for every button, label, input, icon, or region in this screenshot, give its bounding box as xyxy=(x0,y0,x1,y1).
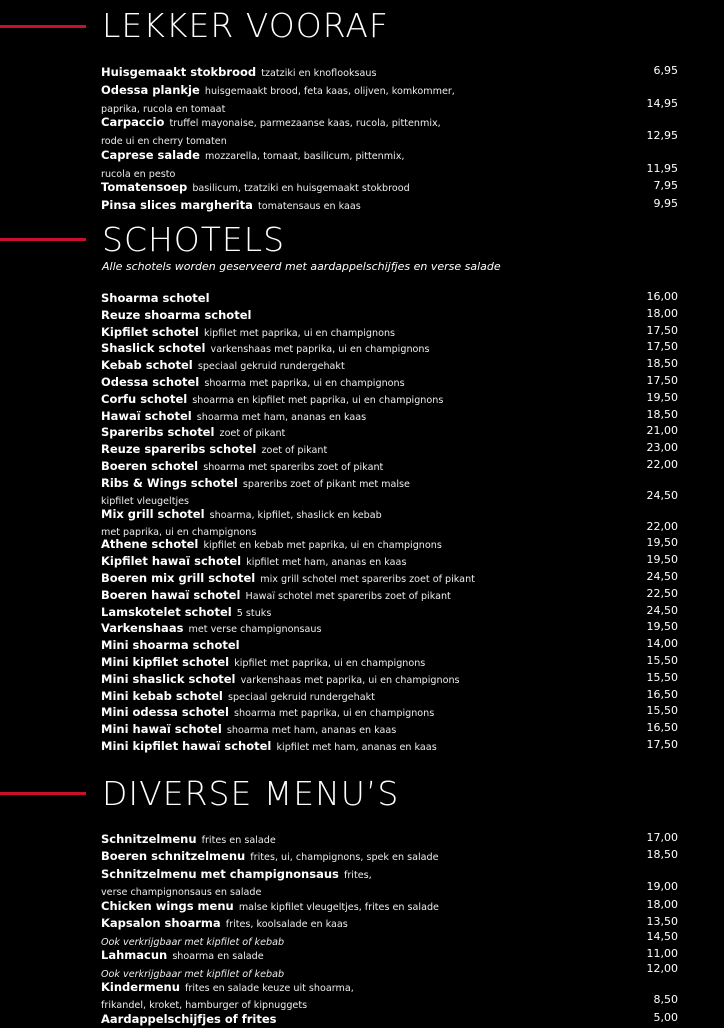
menu-item-text xyxy=(101,147,501,183)
menu-item-description-line2: frikandel, kroket, hamburger of kipnuggets xyxy=(101,1000,308,1012)
menu-item-name: Odessa plankje xyxy=(101,82,200,97)
menu-item-price: 18,00 xyxy=(646,306,678,320)
section-accent-bar xyxy=(0,25,86,28)
menu-item-price: 24,50 xyxy=(646,570,678,583)
menu-item-text xyxy=(101,408,501,425)
menu-item-description: shoarma met spareribs zoet of pikant xyxy=(203,462,384,473)
menu-item-name: Boeren schnitzelmenu xyxy=(101,849,246,864)
menu-item-description: mozzarella, tomaat, basilicum, pittenmix, xyxy=(204,150,405,162)
menu-item-text xyxy=(101,898,501,916)
menu-item-text xyxy=(101,475,501,509)
menu-item-name: Lahmacun xyxy=(101,948,168,962)
menu-item-name: Kindermenu xyxy=(101,979,180,994)
menu-item-text xyxy=(101,570,501,587)
menu-item-name: Kebab schotel xyxy=(101,358,193,373)
menu-item-name: Kipfilet hawaï schotel xyxy=(101,554,242,569)
menu-item-price: 12,95 xyxy=(646,129,678,143)
section-title-schotels: SCHOTELS xyxy=(102,220,286,259)
menu-item-text xyxy=(101,340,501,357)
menu-item-text xyxy=(101,458,501,475)
menu-item-description-line2: rode ui en cherry tomaten xyxy=(101,136,227,148)
menu-item xyxy=(0,179,724,197)
menu-item xyxy=(0,64,724,82)
menu-item-name: Caprese salade xyxy=(101,147,200,162)
menu-item-description: zoet of pikant xyxy=(261,445,328,457)
menu-item-name: Boeren schotel xyxy=(101,459,199,473)
menu-item-description-line2: kipfilet vleugeltjes xyxy=(101,495,190,507)
menu-item-description: kipfilet met paprika, ui en champignons xyxy=(203,327,396,339)
menu-item-description: shoarma met paprika, ui en champignons xyxy=(234,708,435,720)
menu-item-price: 11,00 xyxy=(646,947,678,960)
menu-item-description: huisgemaakt brood, feta kaas, olijven, komkommer, xyxy=(204,85,455,97)
menu-item-text xyxy=(101,587,501,604)
menu-item-description-line2: paprika, rucola en tomaat xyxy=(101,103,226,115)
menu-item-note-price: 12,00 xyxy=(646,961,678,975)
menu-item-text xyxy=(101,374,501,391)
menu-item xyxy=(0,424,724,441)
section-accent-bar xyxy=(0,238,86,241)
menu-item-name: Reuze spareribs schotel xyxy=(101,442,257,457)
menu-item xyxy=(0,391,724,408)
menu-item xyxy=(0,408,724,425)
menu-item-price: 13,50 xyxy=(646,915,678,929)
menu-item-name: Chicken wings menu xyxy=(101,898,234,913)
menu-item xyxy=(0,147,724,180)
menu-item-description: tomatensaus en kaas xyxy=(257,201,361,213)
menu-item-name: Varkenshaas xyxy=(101,621,184,636)
menu-item-name: Athene schotel xyxy=(101,537,199,552)
menu-item-text xyxy=(101,357,501,374)
menu-item-description: 5 stuks xyxy=(236,607,272,619)
menu-item-description: kipfilet met paprika, ui en champignons xyxy=(234,658,426,669)
menu-item-text xyxy=(101,688,501,705)
menu-item-text xyxy=(101,114,501,150)
section-subtitle-schotels: Alle schotels worden geserveerd met aardappelschijfjes en verse salade xyxy=(102,260,501,273)
menu-item-price: 19,50 xyxy=(646,620,678,634)
menu-item xyxy=(0,458,724,475)
menu-item-text xyxy=(101,866,501,901)
menu-item-name: Corfu schotel xyxy=(101,391,188,406)
menu-item-price: 18,50 xyxy=(646,848,678,862)
menu-item xyxy=(0,1011,724,1028)
menu-item-price: 15,50 xyxy=(646,670,678,684)
menu-item-price: 22,00 xyxy=(646,458,678,471)
menu-item-name: Boeren hawaï schotel xyxy=(101,587,241,602)
menu-item-description: truffel mayonaise, parmezaanse kaas, rucola, pittenmix, xyxy=(169,118,441,130)
menu-item-price: 18,00 xyxy=(646,897,678,911)
menu-item-price: 22,50 xyxy=(646,586,678,600)
menu-item xyxy=(0,848,724,865)
menu-item-text xyxy=(101,721,501,738)
menu-item-name: Odessa schotel xyxy=(101,375,200,389)
menu-item-text xyxy=(101,441,501,458)
menu-item-text xyxy=(101,553,501,570)
menu-item xyxy=(0,637,724,654)
menu-item xyxy=(0,475,724,506)
menu-item-name: Kapsalon shoarma xyxy=(101,916,221,931)
menu-item-description: Hawaï schotel met spareribs zoet of pikant xyxy=(245,590,451,602)
menu-item-description: shoarma, kipfilet, shaslick en kebab xyxy=(209,509,382,521)
menu-item-name: Mini hawaï schotel xyxy=(101,722,222,737)
menu-item-price: 6,95 xyxy=(653,64,678,77)
section-accent-bar xyxy=(0,792,86,795)
menu-item-description: mix grill schotel met spareribs zoet of pikant xyxy=(260,574,475,585)
menu-item xyxy=(0,506,724,537)
menu-item-price: 17,50 xyxy=(646,323,678,337)
menu-item-price: 19,50 xyxy=(646,553,678,567)
menu-item-text xyxy=(101,654,501,671)
menu-item-price: 17,50 xyxy=(646,738,678,751)
menu-item xyxy=(0,114,724,147)
menu-item xyxy=(0,947,724,979)
menu-item-description: shoarma met ham, ananas en kaas xyxy=(226,725,397,737)
menu-item-description: frites en salade keuze uit shoarma, xyxy=(185,982,354,994)
menu-item-description-line2: verse champignonsaus en salade xyxy=(101,887,262,899)
menu-item-name: Reuze shoarma schotel xyxy=(101,307,252,322)
menu-item xyxy=(0,570,724,587)
menu-item-price: 16,50 xyxy=(646,721,678,735)
menu-item-description: zoet of pikant xyxy=(219,428,286,440)
menu-item xyxy=(0,324,724,341)
menu-item-description: shoarma en kipfilet met paprika, ui en champignons xyxy=(192,394,444,406)
menu-item xyxy=(0,587,724,604)
menu-item-name: Mini kebab schotel xyxy=(101,688,223,703)
menu-item-name: Mini shaslick schotel xyxy=(101,671,236,686)
menu-item-price: 22,00 xyxy=(646,519,678,533)
menu-item-text xyxy=(101,704,501,721)
menu-item-text xyxy=(101,179,501,197)
menu-item xyxy=(0,620,724,637)
menu-item-price: 19,00 xyxy=(646,880,678,894)
menu-item xyxy=(0,553,724,570)
menu-item-text xyxy=(101,64,501,82)
menu-item-description: frites, koolsalade en kaas xyxy=(225,919,348,931)
menu-item xyxy=(0,721,724,738)
menu-item-note: Ook verkrijgbaar met kipfilet of kebab xyxy=(101,968,285,980)
menu-item-description: varkenshaas met paprika, ui en champignons xyxy=(210,344,430,356)
menu-item-description: shoarma met paprika, ui en champignons xyxy=(204,378,405,389)
menu-item-price: 7,95 xyxy=(653,179,678,193)
menu-item-description-line2: rucola en pesto xyxy=(101,168,176,180)
menu-item-text xyxy=(101,290,501,305)
menu-item-note-price: 14,50 xyxy=(646,929,678,943)
menu-item-text xyxy=(101,671,501,688)
menu-item-price: 24,50 xyxy=(646,488,678,502)
menu-item-text xyxy=(101,848,501,866)
menu-item-description: kipfilet met ham, ananas en kaas xyxy=(246,557,407,569)
menu-item-name: Lamskotelet schotel xyxy=(101,604,232,619)
menu-item-description: frites, xyxy=(343,869,372,881)
menu-item-text xyxy=(101,979,501,1014)
menu-item-name: Shaslick schotel xyxy=(101,341,206,356)
menu-item-text xyxy=(101,324,501,341)
menu-item xyxy=(0,307,724,324)
menu-item-price: 17,50 xyxy=(646,340,678,354)
menu-item-text xyxy=(101,915,501,950)
menu-item-price: 17,50 xyxy=(646,374,678,387)
menu-item-price: 5,00 xyxy=(653,1010,678,1024)
menu-item-description: speciaal gekruid rundergehakt xyxy=(197,361,345,373)
menu-item-text xyxy=(101,536,501,553)
menu-item-description: basilicum, tzatziki en huisgemaakt stokbrood xyxy=(192,183,410,195)
menu-item xyxy=(0,604,724,621)
menu-item-name: Mini kipfilet hawaï schotel xyxy=(101,739,272,753)
menu-item xyxy=(0,866,724,898)
menu-item xyxy=(0,979,724,1011)
menu-item-price: 21,00 xyxy=(646,424,678,438)
menu-item-text xyxy=(101,604,501,621)
section-title-voorgerechten: LEKKER VOORAF xyxy=(102,6,389,45)
menu-item xyxy=(0,704,724,721)
menu-item xyxy=(0,340,724,357)
menu-item-price: 18,50 xyxy=(646,357,678,371)
section-title-menus: DIVERSE MENU’S xyxy=(102,774,400,813)
menu-item-description: kipfilet en kebab met paprika, ui en champignons xyxy=(203,540,442,552)
menu-item-description: frites, ui, champignons, spek en salade xyxy=(250,852,439,864)
menu-item-price: 8,50 xyxy=(653,993,678,1007)
menu-item-description: frites en salade xyxy=(201,835,276,846)
menu-item xyxy=(0,290,724,307)
menu-item-description-line2: met paprika, ui en champignons xyxy=(101,526,257,538)
menu-item-name: Aardappelschijfjes of frites xyxy=(101,1011,277,1026)
menu-item-description: tzatziki en knoflooksaus xyxy=(261,68,377,79)
menu-item-name: Mini kipfilet schotel xyxy=(101,655,230,669)
menu-item-price: 19,50 xyxy=(646,390,678,404)
menu-item-price: 15,50 xyxy=(646,654,678,667)
menu-item-name: Schnitzelmenu met champignonsaus xyxy=(101,866,339,881)
menu-item-description: met verse champignonsaus xyxy=(188,624,322,636)
menu-item-text xyxy=(101,831,501,849)
menu-item-price: 16,00 xyxy=(646,290,678,303)
menu-item xyxy=(0,536,724,553)
menu-item-text xyxy=(101,738,501,755)
menu-item xyxy=(0,898,724,915)
menu-item xyxy=(0,915,724,947)
menu-item-price: 11,95 xyxy=(646,161,678,175)
menu-item-name: Mix grill schotel xyxy=(101,506,205,521)
menu-item xyxy=(0,654,724,671)
menu-item-name: Boeren mix grill schotel xyxy=(101,571,256,585)
menu-item-text xyxy=(101,391,501,408)
menu-item-description: speciaal gekruid rundergehakt xyxy=(227,691,375,703)
menu-item-description: malse kipfilet vleugeltjes, frites en salade xyxy=(238,901,439,913)
menu-item-price: 23,00 xyxy=(646,441,678,455)
menu-item xyxy=(0,357,724,374)
menu-item-description: spareribs zoet of pikant met malse xyxy=(242,478,410,490)
menu-item-text xyxy=(101,947,501,982)
menu-item-price: 14,00 xyxy=(646,637,678,651)
menu-item-name: Carpaccio xyxy=(101,115,165,130)
menu-item-description: kipfilet met ham, ananas en kaas xyxy=(276,742,437,753)
menu-item-name: Shoarma schotel xyxy=(101,291,210,305)
menu-item-price: 16,50 xyxy=(646,687,678,701)
menu-item-name: Hawaï schotel xyxy=(101,408,192,423)
menu-item-name: Schnitzelmenu xyxy=(101,832,197,846)
menu-item-text xyxy=(101,620,501,637)
menu-item-text xyxy=(101,307,501,322)
menu-item-description: shoarma met ham, ananas en kaas xyxy=(196,411,367,423)
menu-item-price: 17,00 xyxy=(646,831,678,844)
menu-item-price: 19,50 xyxy=(646,536,678,550)
menu-item-name: Spareribs schotel xyxy=(101,425,215,440)
menu-item-description: shoarma en salade xyxy=(172,951,264,962)
menu-item-description: varkenshaas met paprika, ui en champignons xyxy=(240,674,460,686)
menu-item xyxy=(0,374,724,391)
menu-item-price: 15,50 xyxy=(646,704,678,718)
menu-item-name: Mini odessa schotel xyxy=(101,705,229,720)
menu-item-price: 24,50 xyxy=(646,603,678,617)
menu-item xyxy=(0,831,724,848)
menu-item-text xyxy=(101,637,501,652)
menu-item xyxy=(0,738,724,755)
menu-item-name: Kipfilet schotel xyxy=(101,324,199,339)
menu-item-note: Ook verkrijgbaar met kipfilet of kebab xyxy=(101,936,285,948)
menu-item-name: Tomatensoep xyxy=(101,180,188,195)
menu-item-price: 18,50 xyxy=(646,407,678,421)
menu-item-price: 14,95 xyxy=(646,96,678,110)
menu-item xyxy=(0,441,724,458)
menu-item-text xyxy=(101,424,501,441)
menu-item-text xyxy=(101,506,501,540)
menu-item xyxy=(0,688,724,705)
menu-item-name: Mini shoarma schotel xyxy=(101,638,240,653)
menu-item-name: Pinsa slices margherita xyxy=(101,198,253,213)
menu-item-price: 9,95 xyxy=(653,197,678,211)
menu-item xyxy=(0,197,724,215)
menu-item-text xyxy=(101,197,501,215)
menu-item-text xyxy=(101,82,501,118)
menu-item-name: Huisgemaakt stokbrood xyxy=(101,65,257,79)
menu-item xyxy=(0,671,724,688)
menu-item xyxy=(0,82,724,115)
menu-item-name: Ribs & Wings schotel xyxy=(101,475,238,490)
